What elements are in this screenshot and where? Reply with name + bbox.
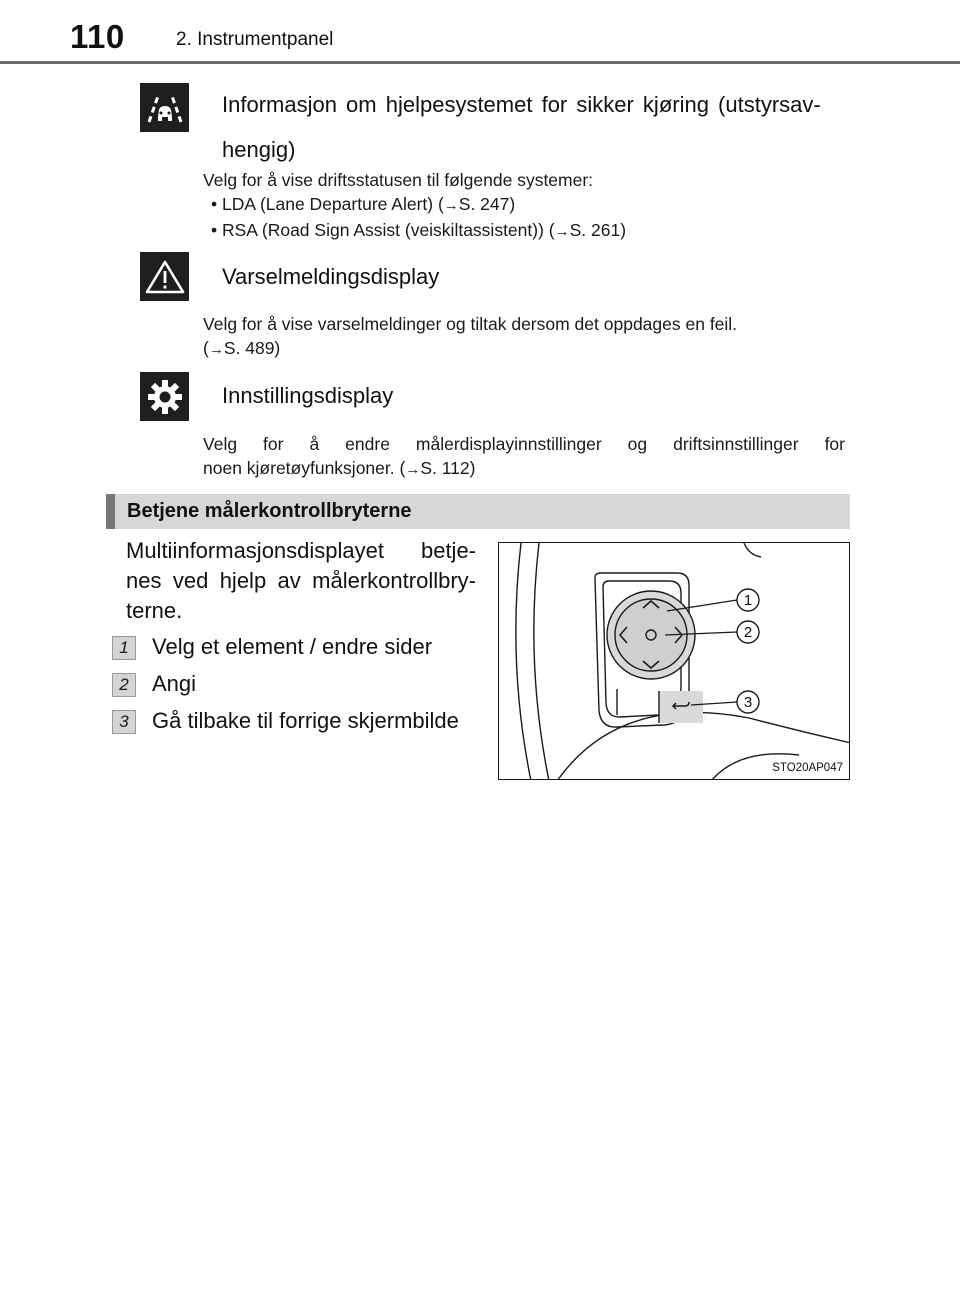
arrow-icon: → (554, 223, 570, 240)
page-number: 110 (70, 18, 125, 55)
item-number: 2 (112, 673, 136, 697)
page-ref: S. 247) (458, 194, 516, 214)
header-divider (0, 61, 960, 64)
item-number: 3 (112, 710, 136, 734)
arrow-icon: → (443, 197, 459, 214)
desc-text: Velg for å vise driftsstatusen til følgende systemer: (203, 170, 594, 190)
section-desc-settings (203, 432, 845, 482)
chapter-title: 2. Instrumentpanel (176, 29, 334, 50)
item-number: 1 (112, 636, 136, 660)
figure-code: STO20AP047 (772, 762, 843, 774)
section-title-bar (106, 494, 850, 529)
arrow-icon: → (405, 461, 421, 478)
bullet-text: LDA (Lane Departure Alert) ( (222, 194, 444, 214)
driver-assist-icon (140, 83, 189, 132)
heading-line: hengig) (222, 137, 296, 162)
section-title: Betjene målerkontrollbryterne (127, 500, 412, 522)
heading-line: Informasjon om hjelpesystemet for sikker kjøring (utstyrsav- (222, 92, 821, 117)
section-desc-driver-assist (203, 168, 626, 244)
bullet-item: • LDA (Lane Departure Alert) (→S. 247) (211, 194, 516, 214)
steering-switch-illustration (499, 543, 850, 780)
gear-icon (140, 372, 189, 421)
bullet-text: RSA (Road Sign Assist (veiskiltassistent)) ( (222, 220, 555, 240)
desc-text: ( (203, 338, 209, 358)
warning-icon (140, 252, 189, 301)
title-accent (106, 494, 115, 529)
arrow-icon: → (208, 341, 224, 358)
bullet-item: • RSA (Road Sign Assist (veiskiltassistent)) (→S. 261) (211, 220, 627, 240)
section-desc-warning (203, 312, 737, 362)
section-heading-settings: Innstillingsdisplay (222, 383, 394, 408)
intro-paragraph: Multiinformasjonsdisplayet betje- nes ved hjelp av målerkontrollbry- terne. (126, 538, 476, 623)
section-heading-warning: Varselmeldingsdisplay (222, 264, 440, 289)
page-ref: S. 261) (569, 220, 627, 240)
item-text: Gå tilbake til forrige skjermbilde (152, 708, 459, 733)
desc-text: Velg for å vise varselmeldinger og tiltak dersom det oppdages en feil. (203, 314, 738, 334)
callout-label: 2 (743, 624, 753, 641)
item-text: Angi (152, 671, 197, 696)
callout-label: 3 (743, 694, 753, 711)
desc-text: noen kjøretøyfunksjoner. ( (203, 458, 406, 478)
callout-label: 1 (743, 592, 753, 609)
steering-switch-figure (498, 542, 850, 780)
desc-text: Velg for å endre målerdisplayinnstillinger og driftsinnstillinger for (203, 434, 845, 454)
page-ref: S. 489) (223, 338, 281, 358)
item-text: Velg et element / endre sider (152, 634, 433, 659)
page-header (0, 0, 960, 64)
page-ref: S. 112) (420, 458, 476, 478)
section-heading-driver-assist (222, 82, 821, 172)
